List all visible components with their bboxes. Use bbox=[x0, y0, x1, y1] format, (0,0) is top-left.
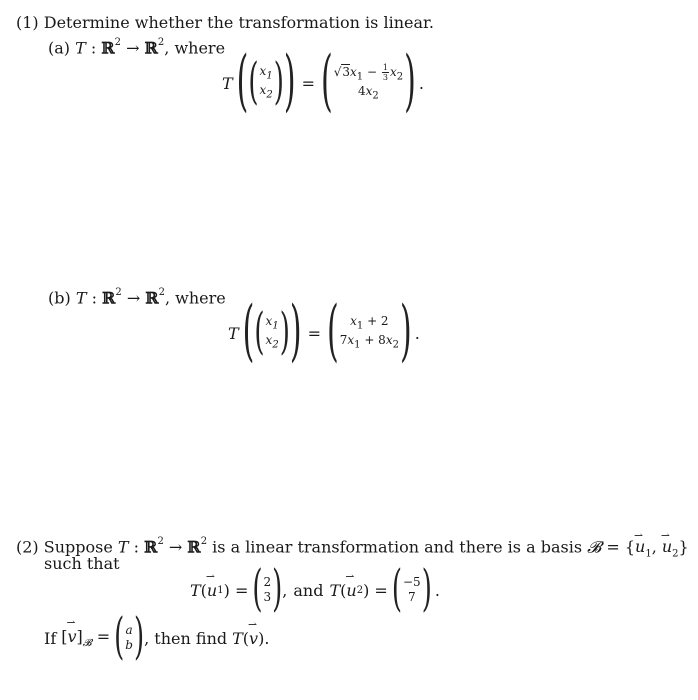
if-word: If bbox=[44, 628, 57, 648]
problem2-question: If [⇀ $v]_𝓑$ = ( a b ) , then find T(⇀ v). bbox=[44, 616, 269, 660]
vector-coords: a b bbox=[125, 623, 133, 652]
part-b-statement: (b) T : ℝ$^2$ → ℝ$^2$, where bbox=[48, 287, 226, 308]
vector-a-input: $x_1$ $x_2$ bbox=[259, 63, 273, 101]
and-word: and bbox=[293, 580, 324, 600]
problem2-intro: (2) Suppose T : ℝ$^2$ → ℝ$^2$ is a linear transformation and there is a basis 𝓑 = {⇀ $u_1$, ⇀ $u_2$} bbox=[16, 534, 689, 565]
part-a-statement: (a) T : ℝ$^2$ → ℝ$^2$, where bbox=[48, 37, 226, 58]
equation-a: T ( ( $x_1$ $x_2$ ) ) = ( $√3x_1$ − $\frac{1}{3}$ $x_2$ $4x_2$ ) . bbox=[222, 43, 424, 121]
vector-a-output: $√3x_1$ − $\frac{1}{3}$ $x_2$ $4x_2$ bbox=[333, 62, 404, 102]
equation-2: T ( ⇀ u 1 ) = ( 2 3 ) , and T ( ⇀ u 2 ) = ( −5 7 ) . bbox=[190, 568, 440, 612]
problem2-intro2: such that bbox=[44, 554, 120, 573]
then-find: then find bbox=[154, 628, 228, 648]
part-a-label: (a) bbox=[48, 38, 71, 58]
vector-b-output: $x_1 + 2$ $7x_1 + 8x_2$ bbox=[339, 313, 399, 351]
part-b-label: (b) bbox=[48, 288, 71, 308]
problem1-heading: (1) Determine whether the transformation is linear. bbox=[16, 13, 434, 32]
vector-t-u1: 2 3 bbox=[263, 575, 272, 604]
equation-b: T ( ( $x_1$ $x_2$ ) ) = ( $x_1 + 2$ $7x_1 + 8x_2$ ) . bbox=[228, 293, 420, 371]
vector-b-input: $x_1$ $x_2$ bbox=[265, 313, 279, 351]
vector-t-u2: −5 7 bbox=[402, 575, 421, 604]
